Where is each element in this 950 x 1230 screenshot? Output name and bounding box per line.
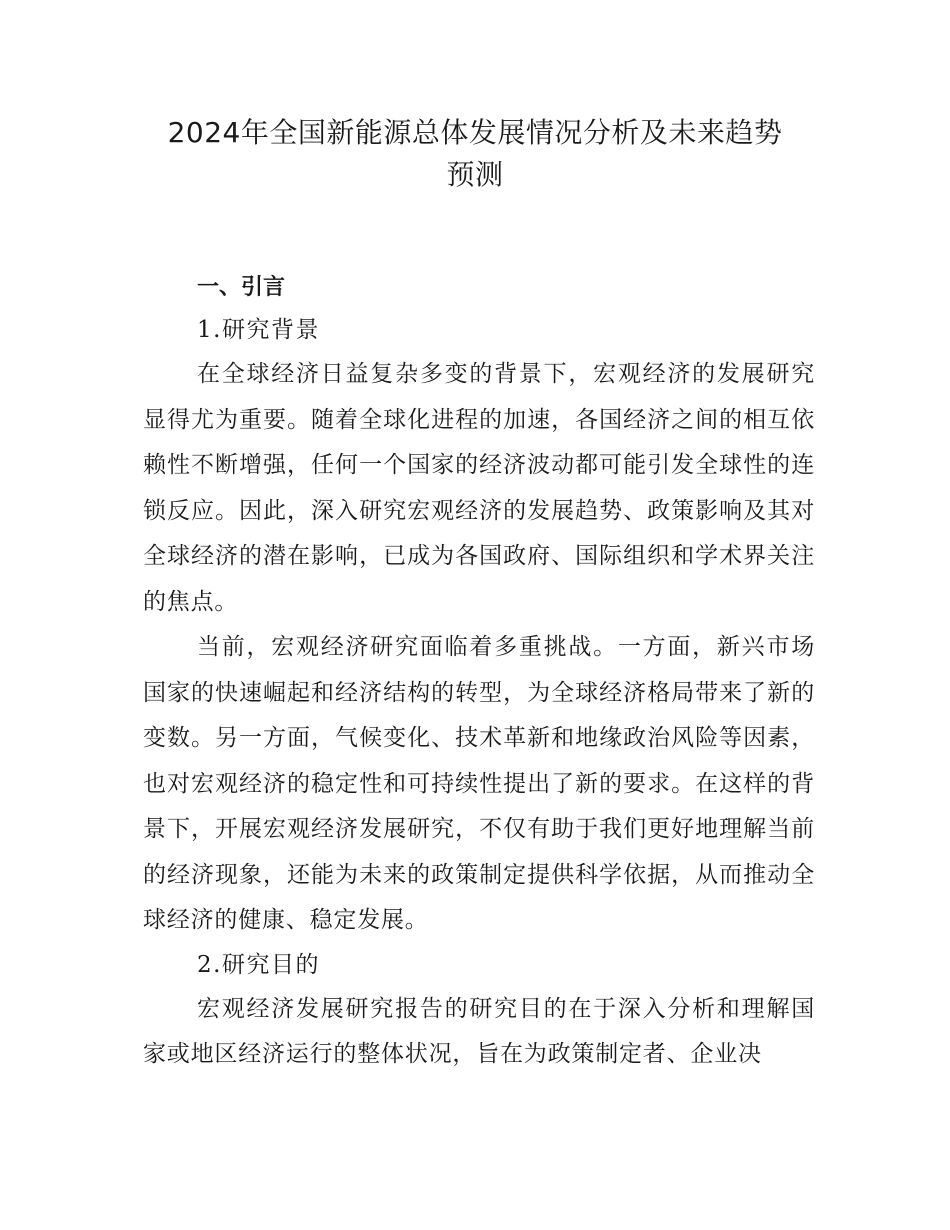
- document-body: [143, 266, 815, 1078]
- subheading-research-background: 1.研究背景: [197, 317, 320, 343]
- subheading-research-purpose: 2.研究目的: [197, 951, 320, 978]
- section-heading-introduction: 一、引言: [197, 275, 286, 300]
- title-line-1: 2024年全国新能源总体发展情况分析及未来趋势: [167, 116, 783, 149]
- title-line-2: 预测: [446, 158, 504, 191]
- paragraph-2: 当前，宏观经济研究面临着多重挑战。一方面，新兴市场国家的快速崛起和经济结构的转型，为全球经济格局带来了新的变数。另一方面，气候变化、技术革新和地缘政治风险等因素，也对宏观经济的稳定性和可持续性提出了新的要求。在这样的背景下，开展宏观经济发展研究，不仅有助于我们更好地理解当前的经济现象，还能为未来的政策制定提供科学依据，从而推动全球经济的健康、稳定发展。: [143, 634, 815, 933]
- paragraph-3: 宏观经济发展研究报告的研究目的在于深入分析和理解国家或地区经济运行的整体状况，旨在为政策制定者、企业决: [143, 995, 815, 1067]
- paragraph-1: 在全球经济日益复杂多变的背景下，宏观经济的发展研究显得尤为重要。随着全球化进程的加速，各国经济之间的相互依赖性不断增强，任何一个国家的经济波动都可能引发全球性的连锁反应。因此，深入研究宏观经济的发展趋势、政策影响及其对全球经济的潜在影响，已成为各国政府、国际组织和学术界关注的焦点。: [143, 361, 815, 615]
- document-title: [120, 112, 830, 196]
